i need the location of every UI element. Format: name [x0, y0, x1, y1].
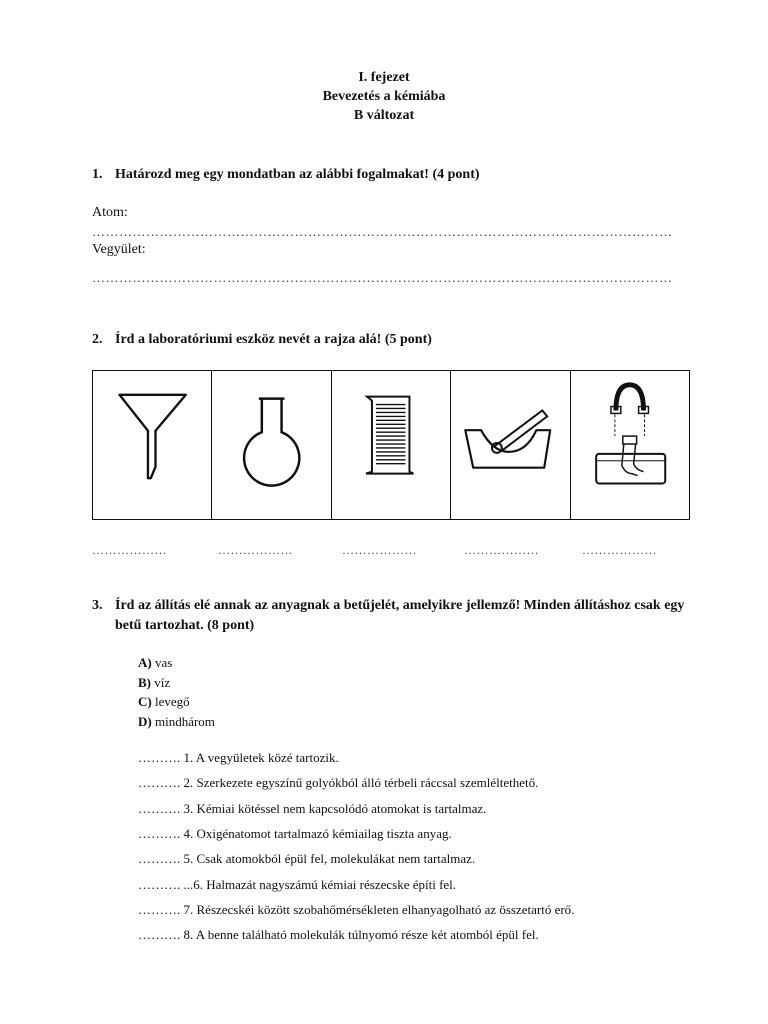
graduated-cylinder-icon: [332, 371, 450, 519]
instrument-answer-4[interactable]: ………………: [464, 543, 539, 557]
option-d: D) mindhárom: [138, 713, 215, 729]
question-text: Írd a laboratóriumi eszköz nevét a rajza alá! (5 pont): [115, 332, 432, 347]
atom-answer-line[interactable]: …………………………………………………………………………………………………………………: [92, 224, 672, 239]
statement-6: ………. ...6. Halmazát nagyszámú kémiai részecske építi fel.: [138, 877, 457, 892]
round-flask-icon: [212, 371, 330, 519]
instrument-cell-2: [212, 371, 331, 519]
statement-5: ………. 5. Csak atomokból épül fel, molekulákat nem tartalmaz.: [138, 851, 476, 866]
option-a: A) vas: [138, 655, 173, 670]
statement-3: ………. 3. Kémiai kötéssel nem kapcsolódó atomokat is tartalmaz.: [138, 801, 487, 816]
statement-blank[interactable]: ……….: [138, 750, 184, 765]
instrument-cell-1: [93, 371, 212, 519]
question-2: [92, 330, 692, 350]
statement-1: ………. 1. A vegyületek közé tartozik.: [138, 750, 339, 765]
compound-label: Vegyület:: [92, 242, 146, 257]
statement-blank[interactable]: ………. ...: [138, 877, 194, 892]
instrument-cell-5: [571, 371, 689, 519]
mortar-pestle-icon: [451, 371, 569, 519]
chapter-label: I. fejezet: [358, 70, 410, 85]
statement-blank[interactable]: ……….: [138, 801, 184, 816]
instrument-table: [92, 370, 690, 520]
statement-blank[interactable]: ……….: [138, 775, 184, 790]
option-c: C) levegő: [138, 694, 190, 709]
instrument-cell-3: [332, 371, 451, 519]
page-title: Bevezetés a kémiába: [322, 89, 446, 104]
statement-2: ………. 2. Szerkezete egyszínű golyókból álló térbeli ráccsal szemléltethető.: [138, 775, 539, 790]
question-number: 1.: [92, 167, 103, 182]
funnel-icon: [93, 371, 211, 519]
statement-blank[interactable]: ……….: [138, 851, 184, 866]
instrument-answer-1[interactable]: ………………: [92, 543, 167, 557]
atom-label: Atom:: [92, 205, 128, 220]
statement-7: ………. 7. Részecskéi között szobahőmérsékleten elhanyagolható az összetartó erő.: [138, 902, 575, 917]
variant-label: B változat: [353, 108, 415, 123]
question-3: [92, 596, 692, 636]
page-header: [0, 68, 768, 125]
question-text: Határozd meg egy mondatban az alábbi fogalmakat! (4 pont): [115, 167, 480, 182]
instrument-answer-3[interactable]: ………………: [342, 543, 417, 557]
statement-blank[interactable]: ……….: [138, 826, 184, 841]
water-trap-icon: [571, 371, 689, 519]
statement-8: ………. 8. A benne található molekulák túlnyomó része két atomból épül fel.: [138, 927, 539, 942]
options-list: [138, 653, 215, 731]
instrument-cell-4: [451, 371, 570, 519]
option-b: B) víz: [138, 674, 171, 690]
question-number: 2.: [92, 332, 103, 347]
instrument-answer-2[interactable]: ………………: [218, 543, 293, 557]
statement-blank[interactable]: ……….: [138, 927, 184, 942]
question-1: [92, 165, 692, 185]
compound-answer-line[interactable]: …………………………………………………………………………………………………………………: [92, 270, 672, 285]
statement-4: ………. 4. Oxigénatomot tartalmazó kémiailag tiszta anyag.: [138, 826, 452, 841]
question-number: 3.: [92, 598, 103, 613]
question-text: Írd az állítás elé annak az anyagnak a betűjelét, amelyikre jellemző! Minden állításhoz csak egy betű tartozhat. (8 pont): [115, 598, 685, 633]
statement-blank[interactable]: ……….: [138, 902, 184, 917]
instrument-answer-5[interactable]: ………………: [582, 543, 657, 557]
